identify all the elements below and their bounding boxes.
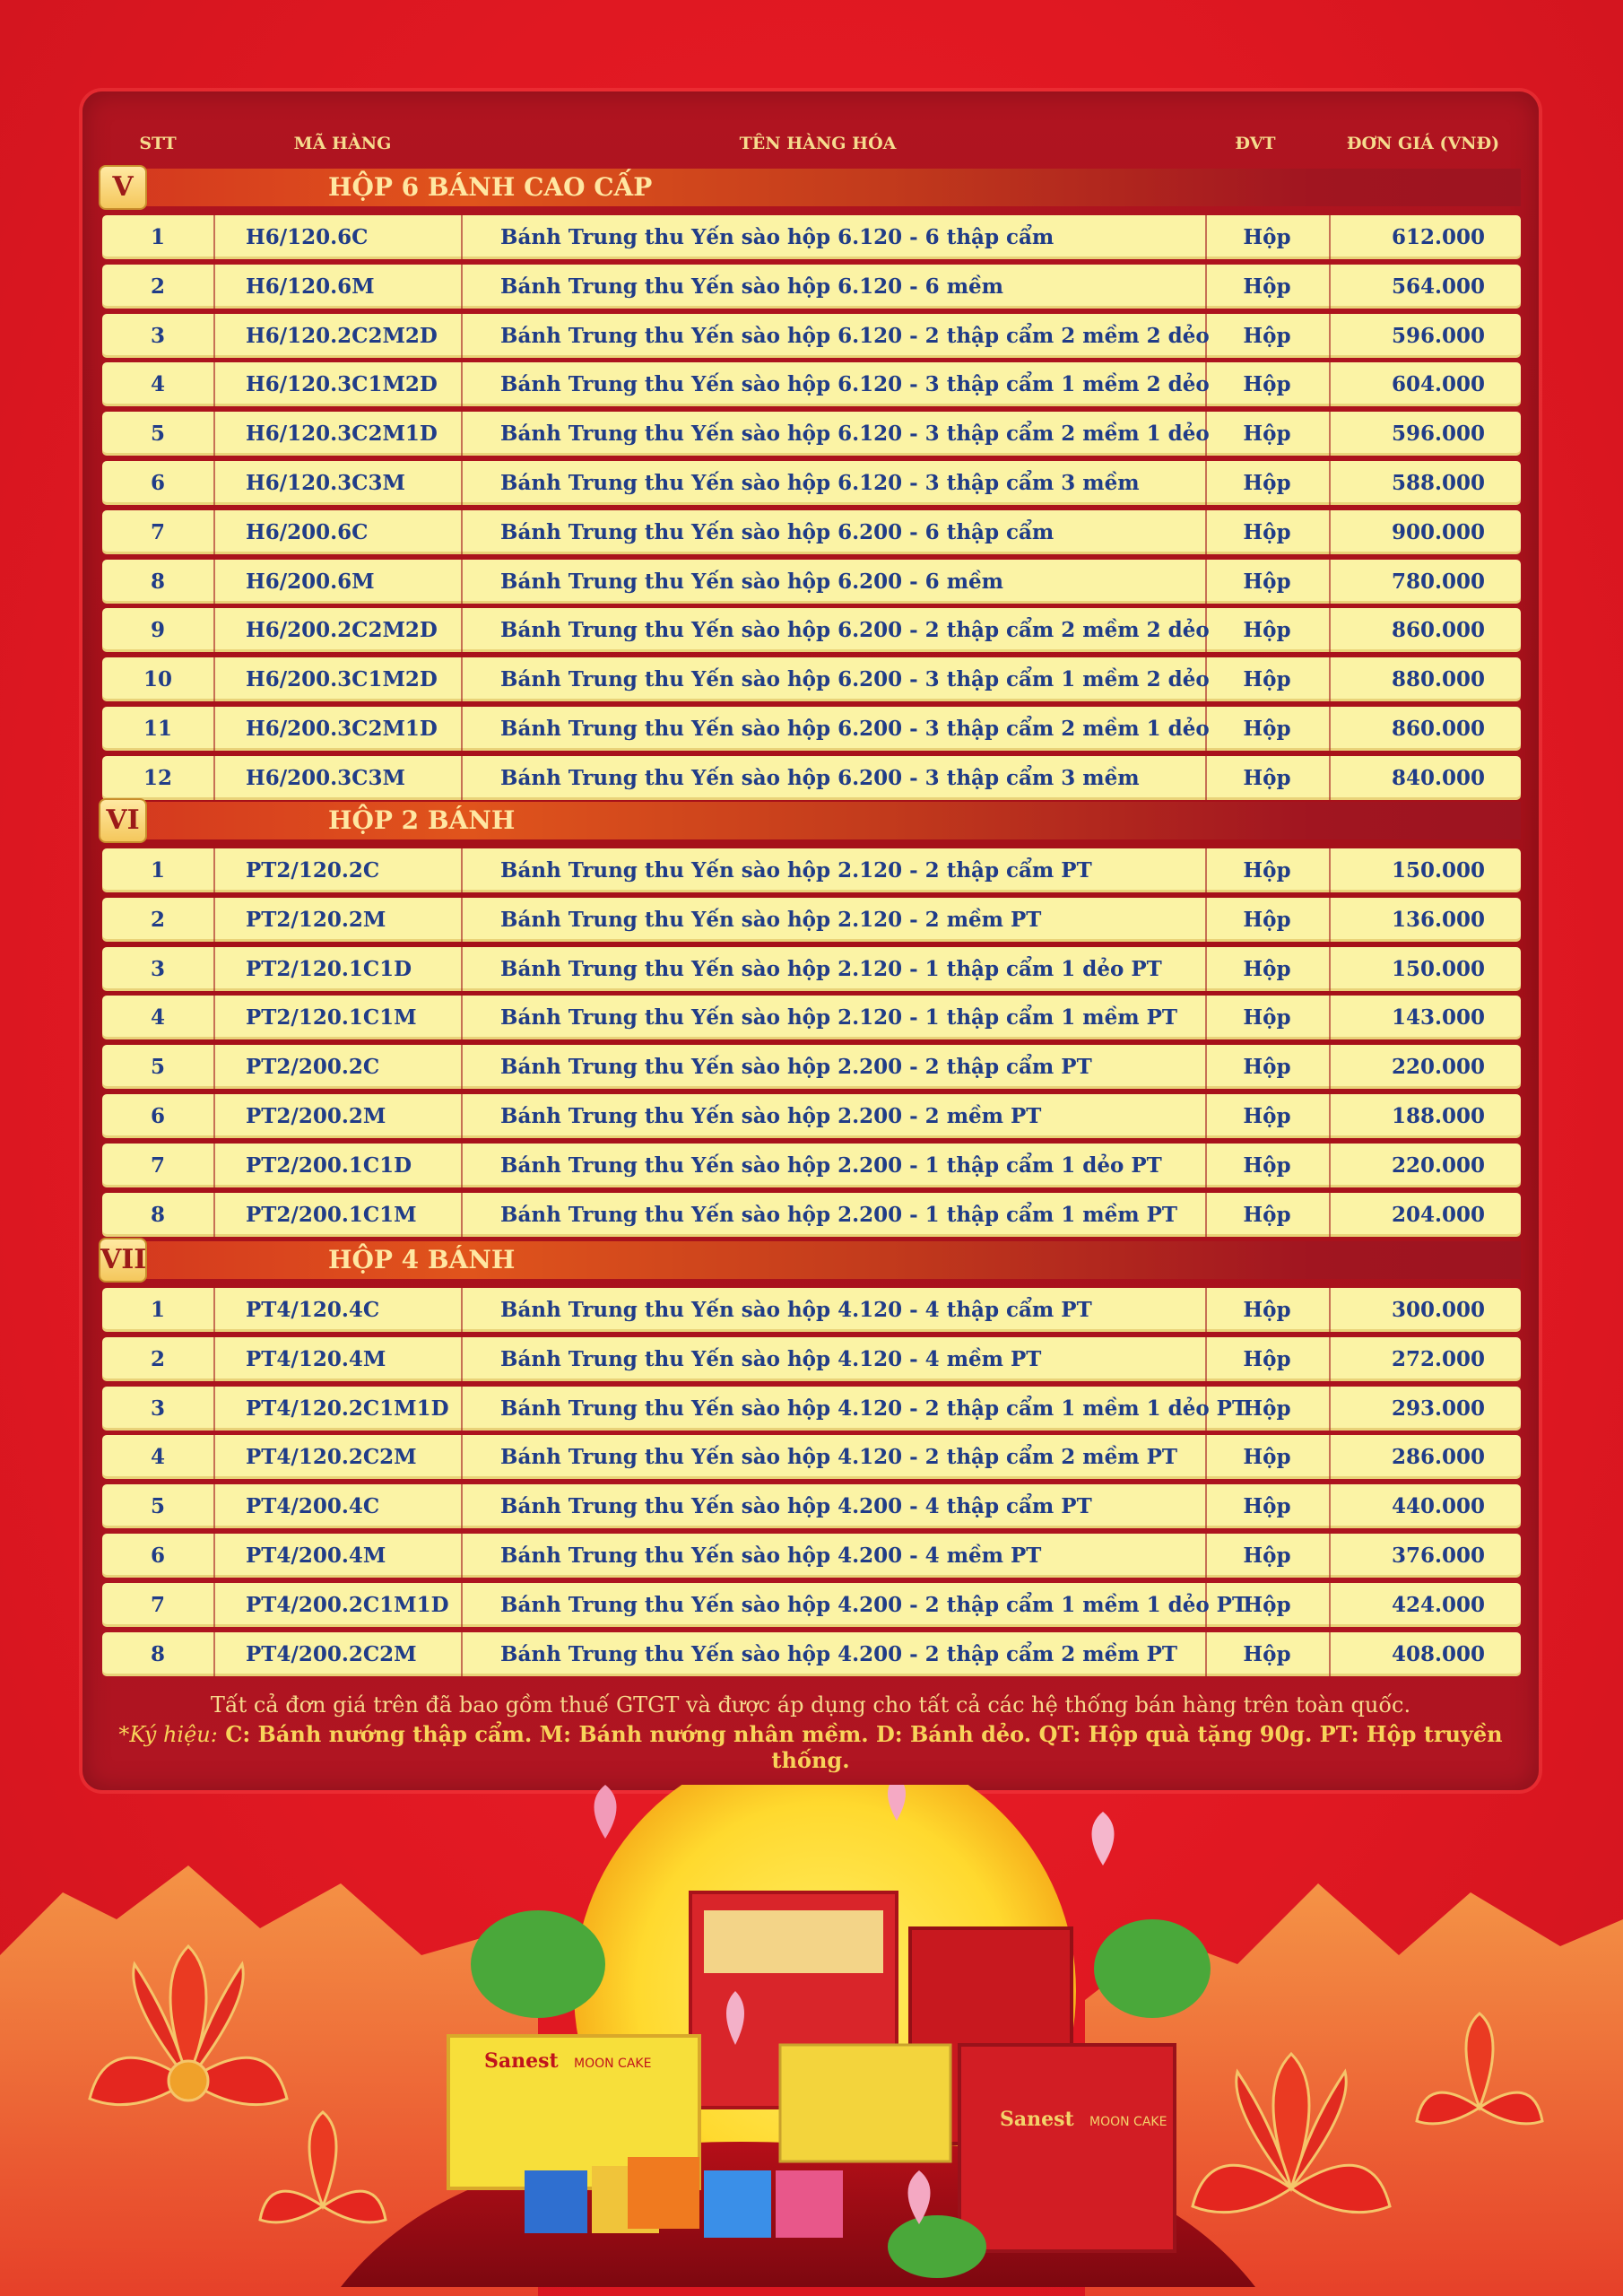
section-header bbox=[99, 1238, 1521, 1283]
cell-unit: Hộp bbox=[1243, 1347, 1291, 1371]
column-divider bbox=[461, 1337, 463, 1381]
pink-lotus-icon-3 bbox=[1092, 1812, 1115, 1866]
cell-product-name: Bánh Trung thu Yến sào hộp 4.120 - 2 thập cẩm 1 mềm 1 dẻo PT bbox=[500, 1396, 1248, 1421]
column-divider bbox=[461, 314, 463, 358]
cell-unit: Hộp bbox=[1243, 225, 1291, 249]
table-row bbox=[102, 1534, 1521, 1578]
section-header bbox=[99, 165, 1521, 210]
cell-code: H6/120.6C bbox=[246, 225, 369, 249]
table-row bbox=[102, 1193, 1521, 1237]
column-divider bbox=[213, 1337, 215, 1381]
cell-product-name: Bánh Trung thu Yến sào hộp 6.200 - 6 thập cẩm bbox=[500, 520, 1055, 544]
brand-logo-right: Sanest bbox=[1000, 2108, 1074, 2131]
column-divider bbox=[213, 1583, 215, 1627]
cell-code: PT2/200.1C1D bbox=[246, 1153, 412, 1178]
cell-stt: 7 bbox=[150, 520, 165, 544]
cell-product-name: Bánh Trung thu Yến sào hộp 6.120 - 3 thập cẩm 2 mềm 1 dẻo bbox=[500, 422, 1210, 446]
column-divider bbox=[461, 848, 463, 892]
section-band bbox=[117, 169, 1521, 206]
column-divider bbox=[1329, 265, 1331, 309]
cell-price: 604.000 bbox=[1391, 372, 1485, 396]
mini-box-5 bbox=[776, 2170, 843, 2238]
mini-box-1 bbox=[525, 2170, 587, 2233]
cell-price: 596.000 bbox=[1391, 422, 1485, 446]
cell-unit: Hộp bbox=[1243, 1203, 1291, 1227]
column-divider bbox=[1329, 657, 1331, 701]
column-divider bbox=[213, 1288, 215, 1332]
cell-product-name: Bánh Trung thu Yến sào hộp 2.200 - 1 thập cẩm 1 dẻo PT bbox=[500, 1153, 1162, 1178]
column-divider bbox=[1329, 707, 1331, 751]
legend-note bbox=[82, 1721, 1539, 1773]
cell-code: H6/120.3C1M2D bbox=[246, 372, 438, 396]
cell-price: 220.000 bbox=[1391, 1153, 1485, 1178]
table-row bbox=[102, 412, 1521, 456]
table-row bbox=[102, 1484, 1521, 1528]
cell-unit: Hộp bbox=[1243, 1544, 1291, 1568]
column-divider bbox=[461, 898, 463, 942]
cell-unit: Hộp bbox=[1243, 274, 1291, 299]
cell-product-name: Bánh Trung thu Yến sào hộp 2.200 - 1 thập cẩm 1 mềm PT bbox=[500, 1203, 1178, 1227]
column-divider bbox=[213, 1045, 215, 1089]
cell-unit: Hộp bbox=[1243, 1153, 1291, 1178]
column-divider bbox=[213, 412, 215, 456]
table-row bbox=[102, 996, 1521, 1039]
cell-product-name: Bánh Trung thu Yến sào hộp 6.120 - 6 mềm bbox=[500, 274, 1003, 299]
cell-stt: 6 bbox=[150, 1544, 165, 1568]
cell-stt: 2 bbox=[150, 274, 165, 299]
column-divider bbox=[213, 756, 215, 800]
column-divider bbox=[1329, 1534, 1331, 1578]
cell-product-name: Bánh Trung thu Yến sào hộp 6.120 - 6 thập cẩm bbox=[500, 225, 1055, 249]
column-divider bbox=[461, 756, 463, 800]
lotus-leaf-left bbox=[471, 1910, 605, 2018]
section-header bbox=[99, 798, 1521, 843]
cell-code: PT2/200.2C bbox=[246, 1055, 380, 1079]
section-roman-numeral: VII bbox=[99, 1238, 147, 1283]
cell-stt: 4 bbox=[150, 1005, 165, 1030]
cell-unit: Hộp bbox=[1243, 1396, 1291, 1421]
cell-product-name: Bánh Trung thu Yến sào hộp 4.120 - 2 thập cẩm 2 mềm PT bbox=[500, 1445, 1178, 1469]
cell-stt: 4 bbox=[150, 1445, 165, 1469]
lotus-leaf-right bbox=[1094, 1919, 1211, 2018]
cell-product-name: Bánh Trung thu Yến sào hộp 2.120 - 2 thập cẩm PT bbox=[500, 858, 1092, 883]
column-divider bbox=[1329, 947, 1331, 991]
table-row bbox=[102, 1632, 1521, 1676]
column-divider bbox=[213, 1094, 215, 1138]
gift-box-yellow-middle bbox=[780, 2045, 950, 2161]
column-divider bbox=[1329, 560, 1331, 604]
cell-product-name: Bánh Trung thu Yến sào hộp 4.200 - 4 thập cẩm PT bbox=[500, 1494, 1092, 1518]
cell-unit: Hộp bbox=[1243, 717, 1291, 741]
cell-unit: Hộp bbox=[1243, 1298, 1291, 1322]
cell-product-name: Bánh Trung thu Yến sào hộp 2.120 - 1 thập cẩm 1 mềm PT bbox=[500, 1005, 1178, 1030]
gift-box-window bbox=[704, 1910, 883, 1973]
column-divider bbox=[461, 461, 463, 505]
column-divider bbox=[461, 362, 463, 406]
section-title: HỘP 2 BÁNH bbox=[328, 805, 516, 835]
column-divider bbox=[1329, 1045, 1331, 1089]
column-divider bbox=[461, 1288, 463, 1332]
legend-text: C: Bánh nướng thập cẩm. M: Bánh nướng nhân mềm. D: Bánh dẻo. QT: Hộp quà tặng 90g. PT: Hộp truyền thống. bbox=[225, 1721, 1503, 1773]
cell-stt: 8 bbox=[150, 570, 165, 594]
table-row bbox=[102, 707, 1521, 751]
cell-stt: 3 bbox=[150, 324, 165, 348]
cell-price: 272.000 bbox=[1391, 1347, 1485, 1371]
column-divider bbox=[213, 1435, 215, 1479]
table-row bbox=[102, 1435, 1521, 1479]
cell-unit: Hộp bbox=[1243, 1593, 1291, 1617]
cell-price: 143.000 bbox=[1391, 1005, 1485, 1030]
cell-stt: 11 bbox=[143, 717, 172, 741]
cell-product-name: Bánh Trung thu Yến sào hộp 2.200 - 2 thập cẩm PT bbox=[500, 1055, 1092, 1079]
column-divider bbox=[213, 1484, 215, 1528]
column-divider bbox=[461, 215, 463, 259]
column-divider bbox=[1329, 1484, 1331, 1528]
header-price: ĐƠN GIÁ (VNĐ) bbox=[1346, 134, 1500, 153]
column-divider bbox=[461, 608, 463, 652]
cell-unit: Hộp bbox=[1243, 766, 1291, 790]
column-divider bbox=[213, 265, 215, 309]
column-divider bbox=[1329, 314, 1331, 358]
cell-unit: Hộp bbox=[1243, 324, 1291, 348]
cell-product-name: Bánh Trung thu Yến sào hộp 6.120 - 3 thập cẩm 3 mềm bbox=[500, 471, 1140, 495]
column-divider bbox=[213, 215, 215, 259]
mooncake-scene-illustration bbox=[0, 1785, 1623, 2296]
cell-price: 424.000 bbox=[1391, 1593, 1485, 1617]
cell-unit: Hộp bbox=[1243, 1055, 1291, 1079]
cell-stt: 1 bbox=[150, 858, 165, 883]
cell-unit: Hộp bbox=[1243, 618, 1291, 642]
brand-product-left: MOON CAKE bbox=[574, 2057, 652, 2071]
cell-price: 150.000 bbox=[1391, 858, 1485, 883]
column-divider bbox=[461, 1144, 463, 1187]
column-divider bbox=[213, 1534, 215, 1578]
cell-price: 286.000 bbox=[1391, 1445, 1485, 1469]
cell-price: 860.000 bbox=[1391, 618, 1485, 642]
cell-code: PT2/200.1C1M bbox=[246, 1203, 417, 1227]
column-divider bbox=[461, 1632, 463, 1676]
cell-code: PT4/120.4M bbox=[246, 1347, 386, 1371]
cell-code: H6/120.3C2M1D bbox=[246, 422, 438, 446]
cell-product-name: Bánh Trung thu Yến sào hộp 6.200 - 2 thập cẩm 2 mềm 2 dẻo bbox=[500, 618, 1210, 642]
column-divider bbox=[213, 1632, 215, 1676]
header-unit: ĐVT bbox=[1235, 134, 1276, 153]
table-row bbox=[102, 215, 1521, 259]
column-divider bbox=[1329, 362, 1331, 406]
cell-unit: Hộp bbox=[1243, 908, 1291, 932]
column-divider bbox=[461, 1045, 463, 1089]
column-divider bbox=[461, 265, 463, 309]
cell-price: 860.000 bbox=[1391, 717, 1485, 741]
cell-code: H6/120.2C2M2D bbox=[246, 324, 438, 348]
cell-price: 300.000 bbox=[1391, 1298, 1485, 1322]
column-divider bbox=[461, 1484, 463, 1528]
cell-code: PT4/120.2C1M1D bbox=[246, 1396, 449, 1421]
cell-unit: Hộp bbox=[1243, 422, 1291, 446]
cell-product-name: Bánh Trung thu Yến sào hộp 6.200 - 3 thập cẩm 1 mềm 2 dẻo bbox=[500, 667, 1210, 691]
column-divider bbox=[461, 560, 463, 604]
cell-price: 293.000 bbox=[1391, 1396, 1485, 1421]
column-divider bbox=[213, 510, 215, 554]
cell-product-name: Bánh Trung thu Yến sào hộp 4.120 - 4 mềm PT bbox=[500, 1347, 1042, 1371]
cell-stt: 4 bbox=[150, 372, 165, 396]
column-divider bbox=[213, 362, 215, 406]
cell-price: 564.000 bbox=[1391, 274, 1485, 299]
cell-unit: Hộp bbox=[1243, 520, 1291, 544]
cell-price: 136.000 bbox=[1391, 908, 1485, 932]
cell-price: 596.000 bbox=[1391, 324, 1485, 348]
price-table-panel bbox=[82, 91, 1539, 1790]
column-divider bbox=[213, 1387, 215, 1431]
cell-product-name: Bánh Trung thu Yến sào hộp 4.200 - 4 mềm PT bbox=[500, 1544, 1042, 1568]
cell-price: 588.000 bbox=[1391, 471, 1485, 495]
vat-note: Tất cả đơn giá trên đã bao gồm thuế GTGT và được áp dụng cho tất cả các hệ thống bán hàng trên toàn quốc. bbox=[210, 1692, 1411, 1718]
table-row bbox=[102, 1144, 1521, 1187]
section-band bbox=[117, 1241, 1521, 1279]
table-row bbox=[102, 1583, 1521, 1627]
cell-code: PT4/120.4C bbox=[246, 1298, 380, 1322]
table-row bbox=[102, 314, 1521, 358]
column-divider bbox=[1329, 608, 1331, 652]
cell-code: PT2/120.2C bbox=[246, 858, 380, 883]
cell-stt: 3 bbox=[150, 1396, 165, 1421]
table-row bbox=[102, 560, 1521, 604]
column-divider bbox=[1329, 1435, 1331, 1479]
column-divider bbox=[213, 314, 215, 358]
table-row bbox=[102, 848, 1521, 892]
header-code: MÃ HÀNG bbox=[293, 134, 392, 153]
cell-code: PT4/200.4C bbox=[246, 1494, 380, 1518]
cell-stt: 8 bbox=[150, 1203, 165, 1227]
cell-product-name: Bánh Trung thu Yến sào hộp 4.200 - 2 thập cẩm 1 mềm 1 dẻo PT bbox=[500, 1593, 1248, 1617]
column-divider bbox=[213, 848, 215, 892]
column-divider bbox=[213, 1144, 215, 1187]
mini-box-3 bbox=[628, 2157, 699, 2229]
cell-product-name: Bánh Trung thu Yến sào hộp 6.120 - 2 thập cẩm 2 mềm 2 dẻo bbox=[500, 324, 1210, 348]
cell-unit: Hộp bbox=[1243, 858, 1291, 883]
header-stt: STT bbox=[139, 134, 177, 153]
table-row bbox=[102, 265, 1521, 309]
column-divider bbox=[213, 560, 215, 604]
column-divider bbox=[1329, 412, 1331, 456]
cell-unit: Hộp bbox=[1243, 372, 1291, 396]
column-divider bbox=[1329, 1387, 1331, 1431]
column-divider bbox=[461, 1193, 463, 1237]
cell-price: 612.000 bbox=[1391, 225, 1485, 249]
cell-product-name: Bánh Trung thu Yến sào hộp 6.120 - 3 thập cẩm 1 mềm 2 dẻo bbox=[500, 372, 1210, 396]
column-divider bbox=[461, 412, 463, 456]
cell-price: 780.000 bbox=[1391, 570, 1485, 594]
column-divider bbox=[213, 947, 215, 991]
cell-price: 188.000 bbox=[1391, 1104, 1485, 1128]
column-divider bbox=[461, 657, 463, 701]
table-row bbox=[102, 947, 1521, 991]
cell-unit: Hộp bbox=[1243, 957, 1291, 981]
table-row bbox=[102, 1288, 1521, 1332]
column-divider bbox=[213, 657, 215, 701]
cell-code: PT4/200.2C1M1D bbox=[246, 1593, 449, 1617]
section-title: HỘP 6 BÁNH CAO CẤP bbox=[328, 172, 653, 202]
table-row bbox=[102, 898, 1521, 942]
legend-prefix: *Ký hiệu: bbox=[118, 1722, 218, 1747]
cell-product-name: Bánh Trung thu Yến sào hộp 6.200 - 3 thập cẩm 2 mềm 1 dẻo bbox=[500, 717, 1210, 741]
cell-code: H6/200.6M bbox=[246, 570, 375, 594]
section-title: HỘP 4 BÁNH bbox=[328, 1245, 516, 1274]
table-row bbox=[102, 1094, 1521, 1138]
cell-code: PT2/200.2M bbox=[246, 1104, 386, 1128]
lotus-leaf-bottom bbox=[888, 2215, 986, 2278]
cell-code: H6/200.3C3M bbox=[246, 766, 405, 790]
column-divider bbox=[213, 461, 215, 505]
column-divider bbox=[461, 1094, 463, 1138]
table-row bbox=[102, 461, 1521, 505]
column-divider bbox=[1329, 1288, 1331, 1332]
cell-stt: 3 bbox=[150, 957, 165, 981]
cell-price: 408.000 bbox=[1391, 1642, 1485, 1666]
mini-box-4 bbox=[704, 2170, 771, 2238]
cell-product-name: Bánh Trung thu Yến sào hộp 2.120 - 1 thập cẩm 1 dẻo PT bbox=[500, 957, 1162, 981]
cell-code: PT4/200.4M bbox=[246, 1544, 386, 1568]
cell-code: PT2/120.1C1D bbox=[246, 957, 412, 981]
cell-unit: Hộp bbox=[1243, 1005, 1291, 1030]
cell-product-name: Bánh Trung thu Yến sào hộp 2.120 - 2 mềm PT bbox=[500, 908, 1042, 932]
cell-stt: 2 bbox=[150, 1347, 165, 1371]
gift-box-red-right bbox=[959, 2045, 1175, 2251]
cell-code: PT2/120.2M bbox=[246, 908, 386, 932]
cell-code: H6/200.6C bbox=[246, 520, 369, 544]
cell-product-name: Bánh Trung thu Yến sào hộp 4.200 - 2 thập cẩm 2 mềm PT bbox=[500, 1642, 1178, 1666]
column-divider bbox=[461, 1534, 463, 1578]
column-divider bbox=[461, 707, 463, 751]
cell-stt: 6 bbox=[150, 1104, 165, 1128]
cell-unit: Hộp bbox=[1243, 1642, 1291, 1666]
cell-unit: Hộp bbox=[1243, 1494, 1291, 1518]
cell-stt: 7 bbox=[150, 1153, 165, 1178]
cell-stt: 7 bbox=[150, 1593, 165, 1617]
cell-code: PT4/120.2C2M bbox=[246, 1445, 417, 1469]
column-divider bbox=[461, 1435, 463, 1479]
cell-stt: 5 bbox=[150, 1055, 165, 1079]
table-row bbox=[102, 1337, 1521, 1381]
column-divider bbox=[461, 1387, 463, 1431]
brand-logo-left: Sanest bbox=[484, 2049, 559, 2073]
cell-price: 900.000 bbox=[1391, 520, 1485, 544]
column-divider bbox=[1329, 756, 1331, 800]
column-divider bbox=[1329, 1583, 1331, 1627]
table-row bbox=[102, 1387, 1521, 1431]
cell-product-name: Bánh Trung thu Yến sào hộp 6.200 - 3 thập cẩm 3 mềm bbox=[500, 766, 1140, 790]
cell-unit: Hộp bbox=[1243, 471, 1291, 495]
cell-unit: Hộp bbox=[1243, 667, 1291, 691]
table-row bbox=[102, 756, 1521, 800]
cell-stt: 1 bbox=[150, 225, 165, 249]
cell-stt: 10 bbox=[143, 667, 172, 691]
cell-product-name: Bánh Trung thu Yến sào hộp 2.200 - 2 mềm PT bbox=[500, 1104, 1042, 1128]
cell-unit: Hộp bbox=[1243, 1104, 1291, 1128]
cell-code: PT4/200.2C2M bbox=[246, 1642, 417, 1666]
cell-price: 440.000 bbox=[1391, 1494, 1485, 1518]
cell-code: H6/200.3C2M1D bbox=[246, 717, 438, 741]
section-roman-numeral: VI bbox=[99, 798, 147, 843]
column-divider bbox=[1329, 1094, 1331, 1138]
column-divider bbox=[1329, 898, 1331, 942]
cell-code: H6/120.3C3M bbox=[246, 471, 405, 495]
table-row bbox=[102, 657, 1521, 701]
cell-stt: 5 bbox=[150, 1494, 165, 1518]
table-row bbox=[102, 608, 1521, 652]
column-divider bbox=[1329, 461, 1331, 505]
column-divider bbox=[1329, 1193, 1331, 1237]
section-band bbox=[117, 802, 1521, 839]
header-name: TÊN HÀNG HÓA bbox=[739, 134, 897, 153]
cell-price: 880.000 bbox=[1391, 667, 1485, 691]
cell-stt: 9 bbox=[150, 618, 165, 642]
column-divider bbox=[213, 1193, 215, 1237]
column-divider bbox=[461, 510, 463, 554]
table-row bbox=[102, 362, 1521, 406]
cell-product-name: Bánh Trung thu Yến sào hộp 4.120 - 4 thập cẩm PT bbox=[500, 1298, 1092, 1322]
column-divider bbox=[1329, 1144, 1331, 1187]
cell-stt: 12 bbox=[143, 766, 172, 790]
cell-stt: 8 bbox=[150, 1642, 165, 1666]
cell-price: 376.000 bbox=[1391, 1544, 1485, 1568]
column-divider bbox=[1329, 1632, 1331, 1676]
cell-unit: Hộp bbox=[1243, 570, 1291, 594]
section-roman-numeral: V bbox=[99, 165, 147, 210]
column-divider bbox=[1329, 996, 1331, 1039]
column-divider bbox=[461, 996, 463, 1039]
cell-code: H6/200.3C1M2D bbox=[246, 667, 438, 691]
cell-code: PT2/120.1C1M bbox=[246, 1005, 417, 1030]
column-divider bbox=[1329, 1337, 1331, 1381]
column-divider bbox=[461, 1583, 463, 1627]
column-divider bbox=[1329, 510, 1331, 554]
column-divider bbox=[213, 898, 215, 942]
cell-unit: Hộp bbox=[1243, 1445, 1291, 1469]
cell-stt: 2 bbox=[150, 908, 165, 932]
cell-price: 204.000 bbox=[1391, 1203, 1485, 1227]
cell-stt: 6 bbox=[150, 471, 165, 495]
pink-lotus-icon-1 bbox=[595, 1785, 617, 1839]
cell-code: H6/120.6M bbox=[246, 274, 375, 299]
cell-price: 840.000 bbox=[1391, 766, 1485, 790]
cell-product-name: Bánh Trung thu Yến sào hộp 6.200 - 6 mềm bbox=[500, 570, 1003, 594]
column-divider bbox=[213, 996, 215, 1039]
cell-stt: 5 bbox=[150, 422, 165, 446]
table-row bbox=[102, 510, 1521, 554]
brand-product-right: MOON CAKE bbox=[1089, 2115, 1167, 2129]
cell-price: 220.000 bbox=[1391, 1055, 1485, 1079]
column-divider bbox=[1329, 215, 1331, 259]
table-row bbox=[102, 1045, 1521, 1089]
column-divider bbox=[213, 608, 215, 652]
cell-code: H6/200.2C2M2D bbox=[246, 618, 438, 642]
cell-stt: 1 bbox=[150, 1298, 165, 1322]
column-divider bbox=[461, 947, 463, 991]
column-divider bbox=[1329, 848, 1331, 892]
column-divider bbox=[213, 707, 215, 751]
cell-price: 150.000 bbox=[1391, 957, 1485, 981]
table-header bbox=[82, 127, 1539, 160]
